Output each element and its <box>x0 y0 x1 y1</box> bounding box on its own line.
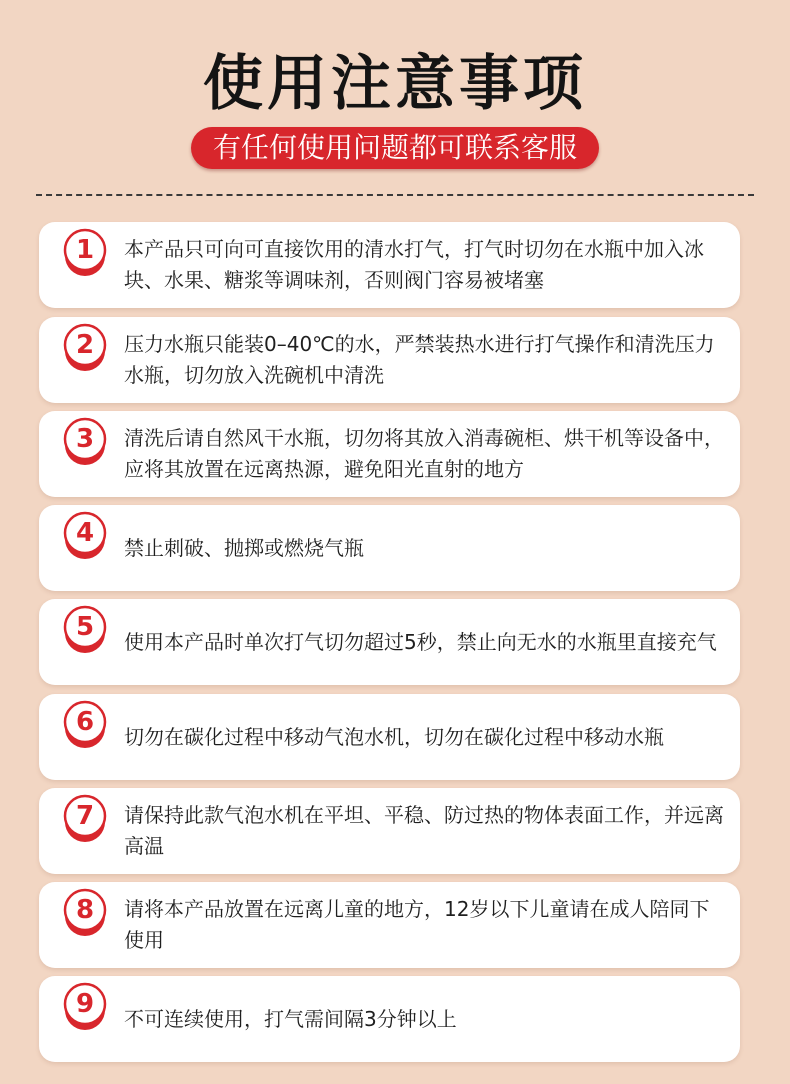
dashed-divider <box>36 194 754 196</box>
notice-card-1 <box>39 222 740 308</box>
badge-number: 3 <box>75 424 95 454</box>
notice-text: 请保持此款气泡水机在平坦、平稳、防过热的物体表面工作，并远离高温 <box>124 803 724 858</box>
badge-number: 8 <box>75 895 95 925</box>
notice-card-9 <box>39 976 740 1062</box>
badge-number: 1 <box>75 235 95 265</box>
number-badge-icon <box>63 794 107 844</box>
number-badge-icon <box>63 323 107 373</box>
notice-text: 清洗后请自然风干水瓶，切勿将其放入消毒碗柜、烘干机等设备中，应将其放置在远离热源，避免阳光直射的地方 <box>124 426 724 481</box>
notice-text: 切勿在碳化过程中移动气泡水机，切勿在碳化过程中移动水瓶 <box>124 724 664 749</box>
notice-text: 使用本产品时单次打气切勿超过5秒，禁止向无水的水瓶里直接充气 <box>124 629 717 654</box>
notice-text: 禁止刺破、抛掷或燃烧气瓶 <box>124 535 364 560</box>
number-badge-icon <box>63 700 107 750</box>
notice-card-2 <box>39 317 740 403</box>
number-badge-icon <box>63 417 107 467</box>
number-badge-icon <box>63 228 107 278</box>
notice-text: 压力水瓶只能装0–40℃的水，严禁装热水进行打气操作和清洗压力水瓶，切勿放入洗碗机中清洗 <box>124 332 715 387</box>
badge-number: 4 <box>75 518 95 548</box>
notice-text: 本产品只可向可直接饮用的清水打气，打气时切勿在水瓶中加入冰块、水果、糖浆等调味剂，否则阀门容易被堵塞 <box>124 237 704 292</box>
badge-number: 9 <box>75 989 95 1019</box>
notice-card-6 <box>39 694 740 780</box>
notice-card-5 <box>39 599 740 685</box>
notice-text: 不可连续使用，打气需间隔3分钟以上 <box>124 1006 457 1031</box>
badge-number: 7 <box>75 801 95 831</box>
number-badge-icon <box>63 888 107 938</box>
badge-number: 5 <box>75 612 95 642</box>
notice-card-4 <box>39 505 740 591</box>
contact-service-banner: 有任何使用问题都可联系客服 <box>191 127 599 169</box>
page-title: 使用注意事项 <box>203 49 587 119</box>
number-badge-icon <box>63 511 107 561</box>
notice-text: 请将本产品放置在远离儿童的地方，12岁以下儿童请在成人陪同下使用 <box>124 897 710 952</box>
notice-card-8 <box>39 882 740 968</box>
notice-card-3 <box>39 411 740 497</box>
badge-number: 2 <box>75 330 95 360</box>
badge-number: 6 <box>75 707 95 737</box>
number-badge-icon <box>63 605 107 655</box>
number-badge-icon <box>63 982 107 1032</box>
notice-card-7 <box>39 788 740 874</box>
